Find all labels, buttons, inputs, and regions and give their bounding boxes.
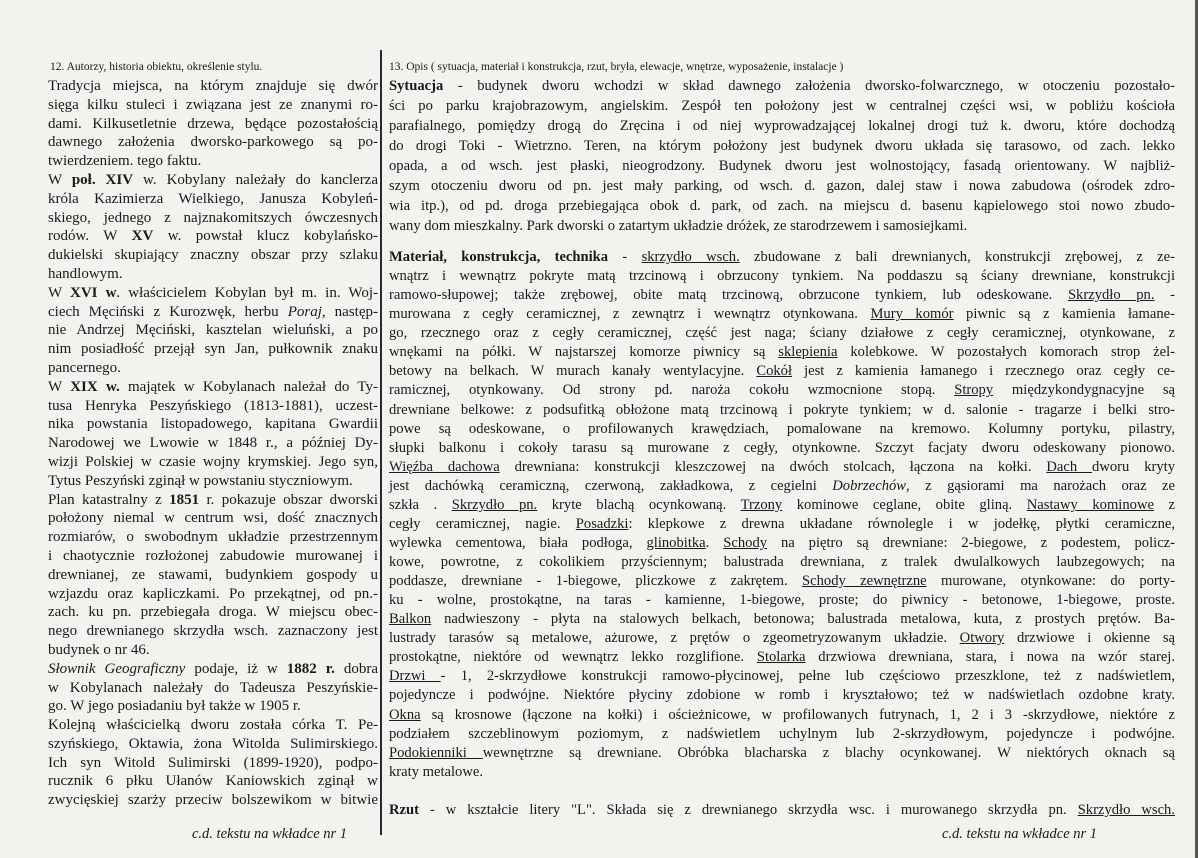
text-run: handlowym. bbox=[48, 265, 123, 282]
text-line bbox=[48, 735, 378, 754]
text-line bbox=[48, 359, 378, 378]
paragraph bbox=[48, 284, 378, 378]
bold-heading: 1851 bbox=[169, 491, 200, 508]
text-run: - w kształcie litery "L". Składa się z drewnianego skrzydła wsc. i murowanego skrzydła pn. bbox=[419, 801, 1078, 818]
text-line bbox=[48, 453, 378, 472]
text-run: ramowo-słupowej; także zrębowej, obite matą trzcinową, obrzucone tynkiem, lub odeskowane. bbox=[389, 287, 1068, 304]
text-line bbox=[389, 725, 1175, 744]
paragraph bbox=[48, 716, 378, 810]
underlined-term: Skrzydło pn. bbox=[1067, 287, 1155, 304]
text-run: rodów. W bbox=[48, 228, 132, 245]
text-run: W bbox=[48, 171, 72, 188]
text-run: nie Andrzej Męciński, kasztelan wieluński, a po bbox=[48, 322, 378, 339]
text-run: - budynek dworu wchodzi w skład dawnego założenia dworsko-folwarcznego, w otoczeniu pozostało- bbox=[443, 78, 1175, 94]
text-run: dobra bbox=[334, 660, 378, 677]
paragraph bbox=[48, 378, 378, 491]
text-line bbox=[389, 324, 1175, 343]
text-run: wany dom mieszkalny. Park dworski o zatartym układzie dróżek, ze starodrzewem i samosiejkami. bbox=[389, 218, 968, 234]
text-run: kolebkowe. W pozostałych komorach strop żel- bbox=[837, 344, 1175, 361]
text-line bbox=[389, 534, 1175, 553]
text-run: . właścicielem Kobylan był m. in. Woj- bbox=[116, 284, 379, 301]
text-run: ku - wolne, prostokątne, na taras - kamienne, 1-biegowe, proste; do piwnicy - betonowe, 1-biegowe, proste. bbox=[389, 592, 1175, 609]
text-run: zach. ku pn. przebiegała droga. W miejscu obec- bbox=[48, 604, 378, 621]
bold-heading: XV bbox=[131, 228, 154, 245]
text-line bbox=[389, 76, 1175, 96]
italic-text: Słownik Geograficzny bbox=[48, 660, 186, 677]
text-run: nim posiadłość przejął syn Jan, pułkownik znaku bbox=[48, 341, 378, 358]
text-run: murowana z cegły ceramicznej, z zewnątrz i wewnątrz otynkowana. bbox=[389, 306, 871, 323]
text-line bbox=[48, 284, 378, 303]
text-run: jest z kamienia łamanego i rzecznego oraz cegły ce- bbox=[792, 363, 1175, 380]
text-line bbox=[389, 629, 1175, 648]
text-run: nika powstania listopadowego, kapitana Gwardii bbox=[48, 416, 378, 433]
text-run: drewnianej, ze stawami, budynkiem gospody u bbox=[48, 566, 378, 583]
text-line bbox=[389, 458, 1175, 477]
bold-heading: poł. XIV bbox=[71, 171, 134, 188]
text-run: opada, a od wsch. jest płaski, nieogrodzony. Budynek dworu jest wolnostojący, fasadą orientowany. W najbliż- bbox=[389, 158, 1175, 174]
text-line bbox=[389, 801, 1175, 820]
text-run: kowe, powrotne, z cokolikiem przyściennym; balustrada drewniana, z tralek dwulalkowych laubzegowych; na bbox=[389, 554, 1175, 570]
text-run: . bbox=[705, 534, 724, 551]
text-line bbox=[48, 397, 378, 416]
text-line bbox=[48, 133, 378, 152]
text-run: dworu kryty bbox=[1092, 458, 1175, 475]
text-run: twierdzeniem. tego faktu. bbox=[48, 153, 202, 170]
underlined-term: skrzydło wsch. bbox=[641, 249, 740, 265]
text-line bbox=[48, 660, 378, 679]
text-line bbox=[48, 791, 378, 810]
text-run: go. W jego posiadaniu był także w 1905 r. bbox=[48, 698, 301, 715]
text-line bbox=[48, 246, 378, 265]
description-column bbox=[389, 76, 1175, 820]
text-run: na piętro są drewniane: 2-biegowe, z podestem, policz- bbox=[767, 534, 1176, 551]
text-run: - bbox=[608, 249, 642, 265]
text-run: w Kobylanach należały do Tadeusza Peszyńskie- bbox=[48, 679, 378, 696]
text-run: : klepkowe z drewna układane równolegle i w jodełkę, płytki ceramiczne, bbox=[628, 515, 1175, 532]
text-line bbox=[389, 591, 1175, 610]
text-run: wnątrz i wewnątrz pokryte matą trzcinową i obrzucony tynkiem. Na poddaszu są ściany drewniane, konstrukcji bbox=[389, 268, 1175, 285]
text-line bbox=[48, 227, 378, 246]
text-run: zbudowane z bali drewnianych, konstrukcji zrębowej, z ze- bbox=[739, 249, 1175, 265]
paragraph bbox=[48, 171, 378, 284]
text-run: kryte blachą ocynkowaną. bbox=[537, 496, 741, 513]
text-line bbox=[389, 267, 1175, 286]
text-run: murowane, otynkowane: do porty- bbox=[926, 573, 1175, 590]
text-run: kominowe ceglane, obite gliną. bbox=[782, 496, 1027, 513]
text-line bbox=[389, 667, 1175, 686]
text-run: parafialnego, pomiędzy drogą do Zręcina i od niej wyprowadzającej lokalnej drogi tuż k. dworu, które dochodzą bbox=[389, 118, 1175, 134]
paragraph bbox=[389, 801, 1175, 820]
text-run: W bbox=[48, 378, 71, 395]
text-run: piwnic są z kamienia łamane- bbox=[953, 306, 1175, 323]
text-line bbox=[389, 420, 1175, 439]
text-run: tusa Henryka Peszyńskiego (1813-1881), uczest- bbox=[48, 397, 378, 414]
text-run: Kolejną właścicielką dworu została córka T. Pe- bbox=[48, 717, 378, 734]
text-run: z bbox=[1153, 496, 1175, 513]
text-run: kraty metalowe. bbox=[389, 763, 484, 780]
text-run: betowy na belkach. W murach kanały wentylacyjne. bbox=[389, 363, 757, 380]
text-run: króla Kazimierza Wielkiego, Janusza Kobyleń- bbox=[48, 190, 378, 207]
text-line bbox=[48, 697, 378, 716]
text-run: i chaotycznie rozłożonej zabudowie murowanej i bbox=[48, 547, 378, 564]
text-line bbox=[48, 491, 378, 510]
underlined-term: Otwory bbox=[959, 630, 1005, 647]
underlined-term: Balkon bbox=[389, 611, 432, 628]
text-run: wewnętrzne są drewniane. Obróbka blacharska z blachy ocynkowanej. W niektórych oknach są bbox=[482, 744, 1175, 761]
text-run: wia itp.), od pd. droga przebiegająca obok d. park, od zach. na miejscu d. basenu kąpielowego stoi nowo zbudo- bbox=[389, 198, 1175, 214]
text-run: , następ- bbox=[321, 303, 378, 320]
text-run: Plan katastralny z bbox=[48, 491, 170, 508]
text-run: ciech Męciński z Kurozwęk, herbu bbox=[48, 303, 288, 320]
underlined-term: glinobitka bbox=[646, 534, 706, 551]
text-line bbox=[389, 572, 1175, 591]
text-line bbox=[389, 248, 1175, 267]
text-line bbox=[48, 472, 378, 491]
text-run: powe są odeskowane, o profilowanych krawędziach, pomalowane na kremowo. Kolumny portyku, pilastry, bbox=[389, 420, 1175, 437]
text-line bbox=[389, 763, 1175, 782]
text-line bbox=[389, 610, 1175, 629]
text-run: poddasze, drewniane - 1-biegowe, pliczkowe z zakrętem. bbox=[389, 573, 803, 590]
italic-text: Dobrzechów bbox=[832, 477, 907, 494]
text-line bbox=[389, 156, 1175, 176]
paragraph bbox=[389, 248, 1175, 782]
text-line bbox=[48, 434, 378, 453]
text-run: majątek w Kobylanach należał do Ty- bbox=[119, 378, 378, 395]
underlined-term: sklepienia bbox=[778, 344, 838, 361]
paragraph bbox=[48, 77, 378, 171]
text-line bbox=[48, 415, 378, 434]
text-run: budynek o nr 46. bbox=[48, 641, 150, 658]
text-run: drewniane belkowe: z podsufitką obłożone matą trzcinową i pokryte tynkiem; w d. salonie - tragarze i belki stro- bbox=[389, 401, 1175, 418]
text-line bbox=[48, 641, 378, 660]
bold-heading: Materiał, konstrukcja, technika bbox=[389, 249, 609, 265]
text-line bbox=[48, 96, 378, 115]
text-run: cegły ceramicznej, nagie. bbox=[389, 515, 576, 532]
underlined-term: Mury komór bbox=[870, 306, 954, 323]
text-run: jest dachówką ceramiczną, czerwoną, zakładkowa, z cegielni bbox=[389, 477, 833, 494]
text-run: lustrady tarasów są metalowe, ażurowe, z prętów o zgeometryzowanym układzie. bbox=[389, 630, 960, 647]
text-line bbox=[48, 679, 378, 698]
text-line bbox=[48, 754, 378, 773]
text-line bbox=[48, 340, 378, 359]
underlined-term: Skrzydło pn. bbox=[451, 496, 538, 513]
underlined-term: Stolarka bbox=[756, 649, 806, 666]
text-line bbox=[48, 321, 378, 340]
text-line bbox=[48, 378, 378, 397]
text-run: wylewka cementowa, biała podłoga, bbox=[389, 534, 647, 551]
paragraph bbox=[48, 491, 378, 660]
text-run: Narodowej we Lwowie w 1848 r., a później Dy- bbox=[48, 435, 378, 452]
underlined-term: Schody zewnętrzne bbox=[802, 573, 927, 590]
text-run: Tradycja miejsca, na którym znajduje się dwór bbox=[48, 78, 378, 94]
text-line bbox=[48, 603, 378, 622]
text-run: wizji Polskiej w czasie wojny krymskiej. Jego syn, bbox=[48, 453, 378, 470]
text-run: w. powstał klucz kobylańsko- bbox=[153, 228, 378, 245]
text-run: dami. Kilkusetletnie drzewa, będące pozostałością bbox=[48, 115, 378, 132]
text-run: nego drewnianego skrzydła wsch. zaznaczony jest bbox=[48, 623, 378, 640]
text-run: szym otoczeniu dworu od pn. jest mały parking, od wsch. d. gazon, dalej staw i nowa zabudowa (ośrodek zdro- bbox=[389, 178, 1175, 194]
text-run: drewniana: konstrukcji kleszczowej na dwóch stolcach, łączona na kołki. bbox=[499, 458, 1047, 475]
text-run: - bbox=[1154, 287, 1175, 304]
text-line bbox=[48, 509, 378, 528]
text-line bbox=[48, 77, 378, 96]
text-run: Tytus Peszyński zginął w powstaniu styczniowym. bbox=[48, 472, 353, 489]
paragraph bbox=[48, 660, 378, 716]
paragraph bbox=[389, 76, 1175, 236]
text-line bbox=[389, 305, 1175, 324]
text-run: drzwiowa drewniana, stara, i nowa na wzór starej. bbox=[805, 649, 1176, 666]
text-run: Ich syn Witold Sulimirski (1899-1920), podpo- bbox=[48, 754, 378, 771]
text-run: pancernego. bbox=[48, 359, 121, 376]
right-continuation-note: c.d. tekstu na wkładce nr 1 bbox=[942, 826, 1098, 842]
text-run: pojedyncze i podwójne. Niektóre płyciny zdobione w romb i kryształowo; też w nadświetlach ozdobne kraty. bbox=[389, 687, 1175, 704]
text-line bbox=[389, 216, 1175, 236]
column-divider bbox=[380, 50, 382, 835]
text-run: dawnego założenia dworsko-parkowego są po- bbox=[48, 134, 378, 151]
text-line bbox=[48, 190, 378, 209]
bold-heading: XIX w. bbox=[70, 378, 120, 395]
underlined-term: Posadzki bbox=[575, 515, 629, 532]
text-line bbox=[48, 115, 378, 134]
text-line bbox=[48, 547, 378, 566]
text-line bbox=[389, 648, 1175, 667]
text-run: wnękami na półki. W najstarszej komorze piwnicy są bbox=[389, 344, 779, 361]
underlined-term: Nastawy kominowe bbox=[1026, 496, 1154, 513]
text-run: go, rzecznego oraz z cegły ceramicznej, część jest naga; ściany działowe z cegły ceramicznej, otynkowane, z bbox=[389, 325, 1175, 342]
text-run: szkła . bbox=[389, 496, 452, 513]
text-run: ści po parku krajobrazowym, angielskim. Zespół ten położony jest w centralnej części wsi, w pobliżu kościoła bbox=[389, 98, 1175, 114]
text-line bbox=[389, 744, 1175, 763]
section-12-header: 12. Autorzy, historia obiektu, określenie stylu. bbox=[50, 61, 263, 73]
text-run: rozmiarów, o swobodnym układzie przestrzennym bbox=[48, 529, 378, 546]
text-run: w. Kobylany należały do kanclerza bbox=[133, 171, 379, 188]
section-13-header: 13. Opis ( sytuacja, materiał i konstrukcja, rzut, bryła, elewacje, wnętrze, wyposażenie, instalacje ) bbox=[389, 61, 844, 73]
text-line bbox=[48, 716, 378, 735]
text-line bbox=[48, 772, 378, 791]
text-line bbox=[389, 439, 1175, 458]
text-run: prostokątne, niektóre od wewnątrz lekko rozglifione. bbox=[389, 649, 757, 666]
text-line bbox=[389, 515, 1175, 534]
underlined-term: Więźba dachowa bbox=[389, 458, 500, 475]
text-line bbox=[389, 477, 1175, 496]
text-run: ramicznej, otynkowany. Od strony pd. naroża cokołu wzmocnione stopą. bbox=[389, 382, 955, 399]
underlined-term: Okna bbox=[389, 706, 421, 723]
text-line bbox=[48, 152, 378, 171]
text-run: - 1, 2-skrzydłowe konstrukcji ramowo-płycinowej, pełne lub częściowo przeszklone, też z nadświetlem, bbox=[440, 668, 1175, 685]
text-line bbox=[48, 303, 378, 322]
text-line bbox=[48, 585, 378, 604]
text-line bbox=[389, 553, 1175, 572]
italic-text: Poraj bbox=[287, 303, 322, 320]
bold-heading: 1882 r. bbox=[286, 660, 335, 677]
text-run: rucznik 6 płku Ułanów Kaniowskich zginął w bbox=[48, 773, 378, 790]
text-line bbox=[389, 286, 1175, 305]
text-line bbox=[48, 209, 378, 228]
text-line bbox=[389, 116, 1175, 136]
text-run: drzwiowe i okienne są bbox=[1004, 630, 1175, 647]
text-line bbox=[389, 401, 1175, 420]
text-line bbox=[48, 566, 378, 585]
text-run: międzykondygnacyjne są bbox=[993, 382, 1175, 399]
text-line bbox=[389, 136, 1175, 156]
text-run: r. pokazuje obszar dworski bbox=[199, 491, 378, 508]
text-run: szyńskiego, Oktawia, żona Witolda Sulimirskiego. bbox=[48, 735, 378, 752]
text-line bbox=[48, 622, 378, 641]
underlined-term: Drzwi bbox=[389, 668, 441, 685]
text-run: słupki balkonu i cokoły tarasu są murowane z cegły, otynkowne. Szczyt facjaty dworu odeskowany pionowo. bbox=[389, 439, 1175, 456]
text-line bbox=[389, 686, 1175, 705]
text-run: podaje, iż w bbox=[185, 660, 287, 677]
text-run: zwycięskiej szarży przeciw bolszewikom w bitwie bbox=[48, 792, 378, 809]
underlined-term: Stropy bbox=[954, 382, 994, 399]
text-line bbox=[389, 96, 1175, 116]
text-run: dukielski skupiający znaczny obszar przy szlaku bbox=[48, 247, 378, 264]
text-run: do drogi Toki - Wietrzno. Teren, na którym położony jest budynek dworu układa się tarasowo, od zach. lekko bbox=[389, 138, 1175, 154]
text-run: nadwieszony - płyta na stalowych belkach, betonowa; balustrada metalowa, kuta, z prostych prętów. Ba- bbox=[431, 611, 1175, 628]
text-line bbox=[389, 176, 1175, 196]
text-line bbox=[48, 265, 378, 284]
text-line bbox=[389, 343, 1175, 362]
text-line bbox=[48, 528, 378, 547]
text-run: , z gąsiorami ma narożach oraz ze bbox=[906, 477, 1175, 494]
underlined-term: Podokienniki bbox=[389, 744, 483, 761]
bold-heading: Rzut bbox=[389, 801, 419, 818]
underlined-term: Trzony bbox=[740, 496, 783, 513]
text-run: W bbox=[48, 284, 70, 301]
bold-heading: XVI w bbox=[69, 284, 117, 301]
underlined-term: Cokół bbox=[756, 363, 793, 380]
text-run: sięga kilku stuleci i związana jest ze znanymi ro- bbox=[48, 96, 378, 113]
text-line bbox=[48, 171, 378, 190]
bold-heading: Sytuacja bbox=[389, 78, 444, 94]
text-run: są krosnowe (łączone na kołki) i ościeżnicowe, w profilowanych futrynach, 1, 2 i 3 -skrzydłowe, niektóre z bbox=[420, 706, 1175, 723]
history-column bbox=[48, 77, 378, 810]
underlined-term: Schody bbox=[723, 534, 768, 551]
text-run: skiego, jednego z najznakomitszych ówczesnych bbox=[48, 209, 378, 226]
text-line bbox=[389, 706, 1175, 725]
left-continuation-note: c.d. tekstu na wkładce nr 1 bbox=[192, 826, 348, 842]
underlined-term: Skrzydło wsch. bbox=[1077, 801, 1175, 818]
text-run: podziałem szczeblinowym poziomym, z nadświetlem uchylnym lub 2-skrzydłowym, pojedyncze i podwójne. bbox=[389, 725, 1175, 742]
text-run: położony niemal w centrum wsi, dość znacznych bbox=[48, 510, 378, 527]
underlined-term: Dach bbox=[1046, 458, 1093, 475]
text-line bbox=[389, 496, 1175, 515]
text-line bbox=[389, 196, 1175, 216]
text-run: wzjazdu oraz kapliczkami. Po przekątnej, od pn.- bbox=[48, 585, 378, 602]
text-line bbox=[389, 381, 1175, 400]
text-line bbox=[389, 362, 1175, 381]
